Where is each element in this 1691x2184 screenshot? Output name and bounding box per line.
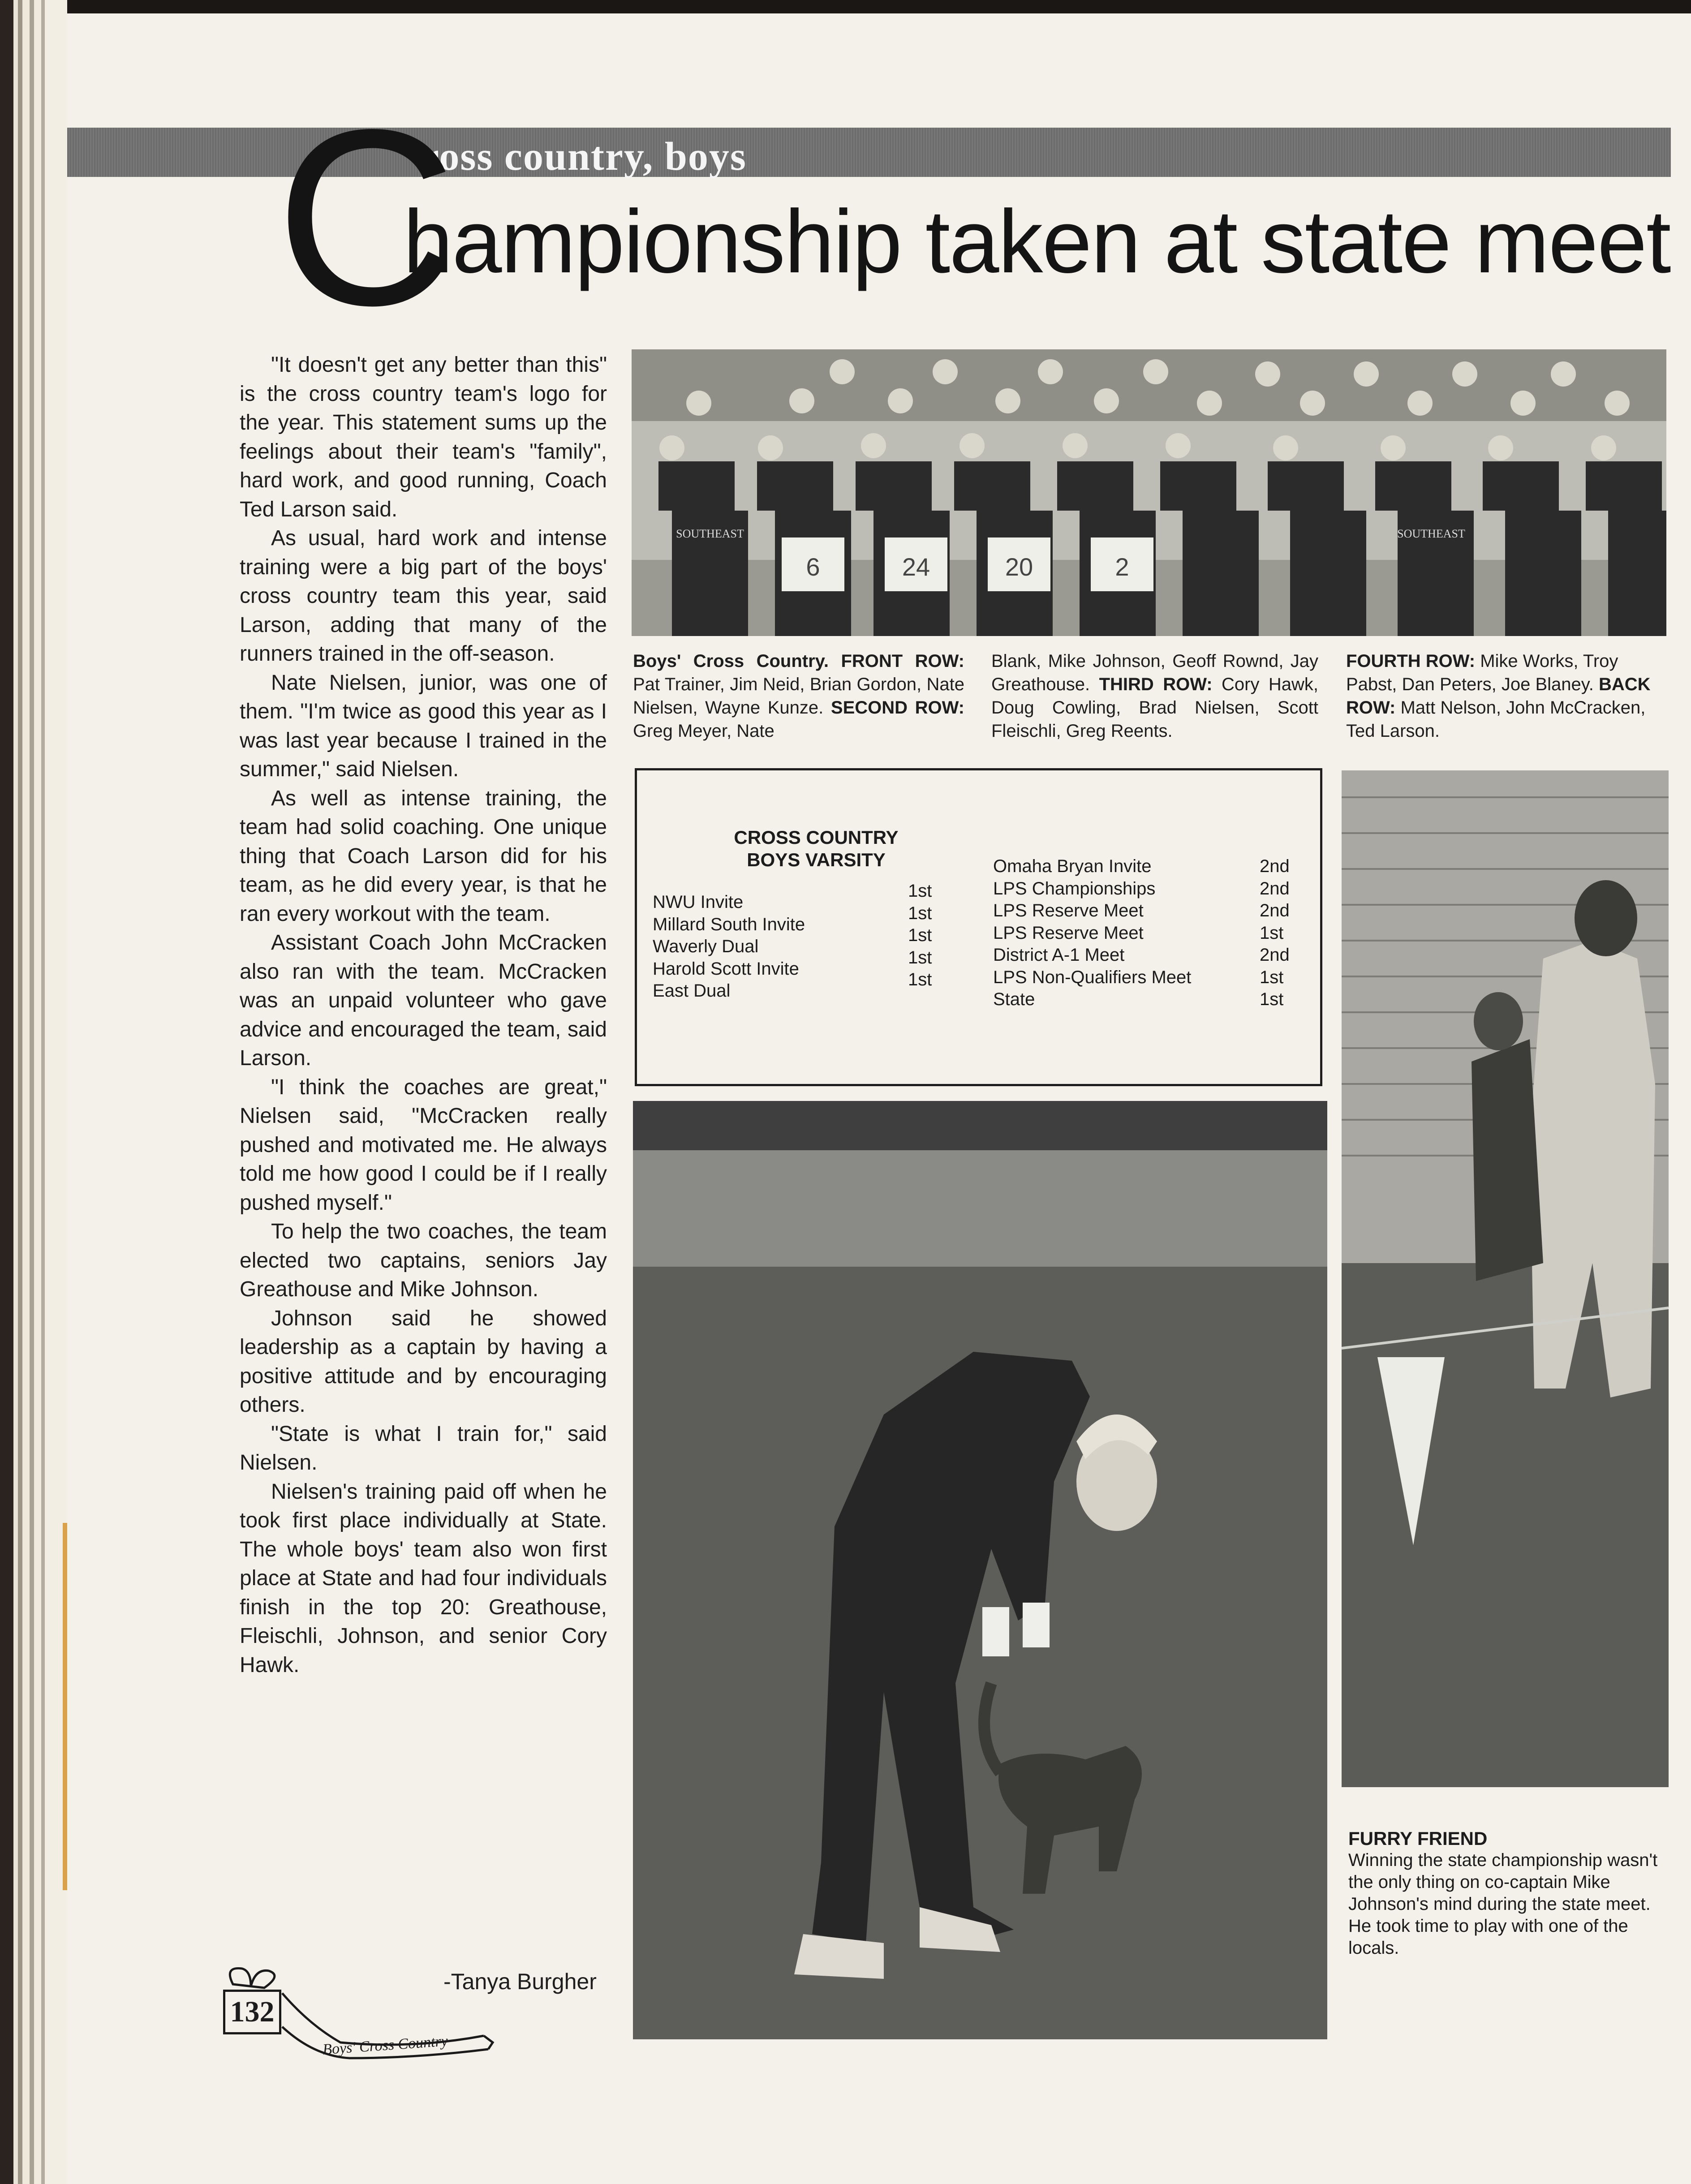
jersey-number: 24 [902,553,930,581]
result-row [993,900,1307,922]
article-paragraph: Johnson said he showed leadership as a captain by having a positive attitude and by encouraging others. [240,1306,607,1417]
result-row [653,970,932,1002]
article-paragraph: Nielsen's training paid off when he took first place individually at State. The whole boys' team also won first place at State and had four individuals finish in the top 20: Greathouse, Fleischli, Johnson, and senior Cory Hawk. [240,1479,607,1677]
event-place: 1st [908,903,932,923]
event-place: 2nd [1260,901,1290,920]
event-name: LPS Reserve Meet [993,923,1144,943]
result-row [993,944,1307,967]
event-name: LPS Non-Qualifiers Meet [993,967,1192,987]
caption-row-label: THIRD ROW: [1099,675,1213,694]
caption-names: Greg Meyer, Nate [633,721,775,741]
page-headline: hampionship taken at state meet [403,192,1670,292]
event-name: East Dual [653,981,731,1001]
event-place: 2nd [1260,945,1290,965]
article-paragraph: Nate Nielsen, junior, was one of them. "I'm twice as good this year as I was last year because I trained in the summer," said Nielsen. [240,671,607,781]
photo-caption-text: Winning the state championship wasn't the only thing on co-captain Mike Johnson's mind during the state meet. He took time to play with one of the locals. [1348,1850,1658,1958]
spectators-photo [1342,770,1669,1787]
article-paragraph: "State is what I train for," said Nielsen. [240,1422,607,1475]
page-number: 132 [223,1990,281,2034]
caption-row-label: SECOND ROW: [830,698,964,718]
result-row [653,925,932,958]
caption-row-label: BACK ROW: [1346,675,1651,718]
runner-with-cat-photo [633,1101,1327,2039]
event-place: 2nd [1260,856,1290,876]
result-row [993,878,1307,900]
jersey-number: 20 [1005,553,1033,581]
photo-caption-title: FURRY FRIEND [1348,1828,1488,1849]
caption-names: Cory Hawk, Doug Cowling, Brad Nielsen, Scott Fleischli, Greg Reents. [991,675,1319,741]
team-photo [632,349,1666,636]
event-name: Harold Scott Invite [653,959,799,979]
event-place: 2nd [1260,878,1290,899]
jersey-lettering: SOUTHEAST [676,527,744,540]
article-body [240,351,607,1680]
article-paragraph: As well as intense training, the team had solid coaching. One unique thing that Coach Larson did for his team, as he did every year, is that he ran every workout with the team. [240,786,607,926]
jersey-number: 2 [1115,553,1129,581]
result-row [993,989,1307,1011]
event-place: 1st [1260,923,1284,943]
results-title-line: CROSS COUNTRY [734,827,899,848]
event-place: 1st [908,947,932,967]
article-paragraph: To help the two coaches, the team elected two captains, seniors Jay Greathouse and Mike Johnson. [240,1220,607,1301]
event-name: State [993,989,1035,1009]
jersey-lettering: SOUTHEAST [1397,527,1465,540]
caption-row-label: FOURTH ROW: [1346,651,1476,671]
caption-names: Blank, Mike Johnson, Geoff Rownd, Jay Greathouse. [991,651,1318,694]
drop-cap: C [275,77,452,357]
event-place: 1st [1260,967,1284,987]
results-title [637,826,995,871]
results-box [635,768,1322,1086]
event-place: 1st [1260,989,1284,1009]
caption-lead: Boys' Cross Country. [633,651,841,671]
team-caption-col-1 [633,649,964,743]
result-row [653,881,932,914]
team-caption-col-2 [991,649,1318,743]
result-row [653,947,932,980]
result-row [993,922,1307,945]
results-title-line: BOYS VARSITY [747,849,886,870]
section-title: ross country, boys [421,134,747,179]
article-paragraph: "It doesn't get any better than this" is the cross country team's logo for the year. This statement sums up the feelings about their team's "family", hard work, and good running, Coach Ted Larson said. [240,353,607,521]
results-left-column [653,881,932,1002]
photo-caption [1348,1827,1673,1959]
article-paragraph: As usual, hard work and intense training were a big part of the boys' cross country team this year, said Larson, adding that many of the runners trained in the off-season. [240,526,607,666]
event-name: LPS Championships [993,878,1156,899]
team-caption-col-3 [1346,649,1669,743]
event-name: NWU Invite [653,892,744,912]
caption-names: Matt Nelson, John McCracken, Ted Larson. [1346,698,1646,741]
byline: -Tanya Burgher [443,1969,597,1994]
event-name: District A-1 Meet [993,945,1125,965]
event-name: Waverly Dual [653,937,759,956]
event-place: 1st [908,925,932,945]
jersey-number: 6 [806,553,820,581]
book-spine [0,0,67,2184]
article-paragraph: Assistant Coach John McCracken also ran with the team. McCracken was an unpaid volunteer who gave advice and encouraged the team, said Larson. [240,931,607,1070]
event-place: 1st [908,881,932,901]
caption-names: Pat Trainer, Jim Neid, Brian Gordon, Nate Nielsen, Wayne Kunze. [633,675,964,718]
article-paragraph: "I think the coaches are great," Nielsen said, "McCracken really pushed and motivated me. He always told me how good I could be if I really pushed myself." [240,1075,607,1215]
event-place: 1st [908,970,932,989]
result-row [993,856,1307,878]
result-row [993,967,1307,989]
result-row [653,903,932,936]
event-name: LPS Reserve Meet [993,901,1144,920]
caption-names: Mike Works, Troy Pabst, Dan Peters, Joe Blaney. [1346,651,1618,694]
event-name: Millard South Invite [653,914,805,934]
results-right-column [993,856,1307,1011]
caption-row-label: FRONT ROW: [841,651,965,671]
section-tag: Boys' Cross Country [322,2033,448,2058]
event-name: Omaha Bryan Invite [993,856,1152,876]
